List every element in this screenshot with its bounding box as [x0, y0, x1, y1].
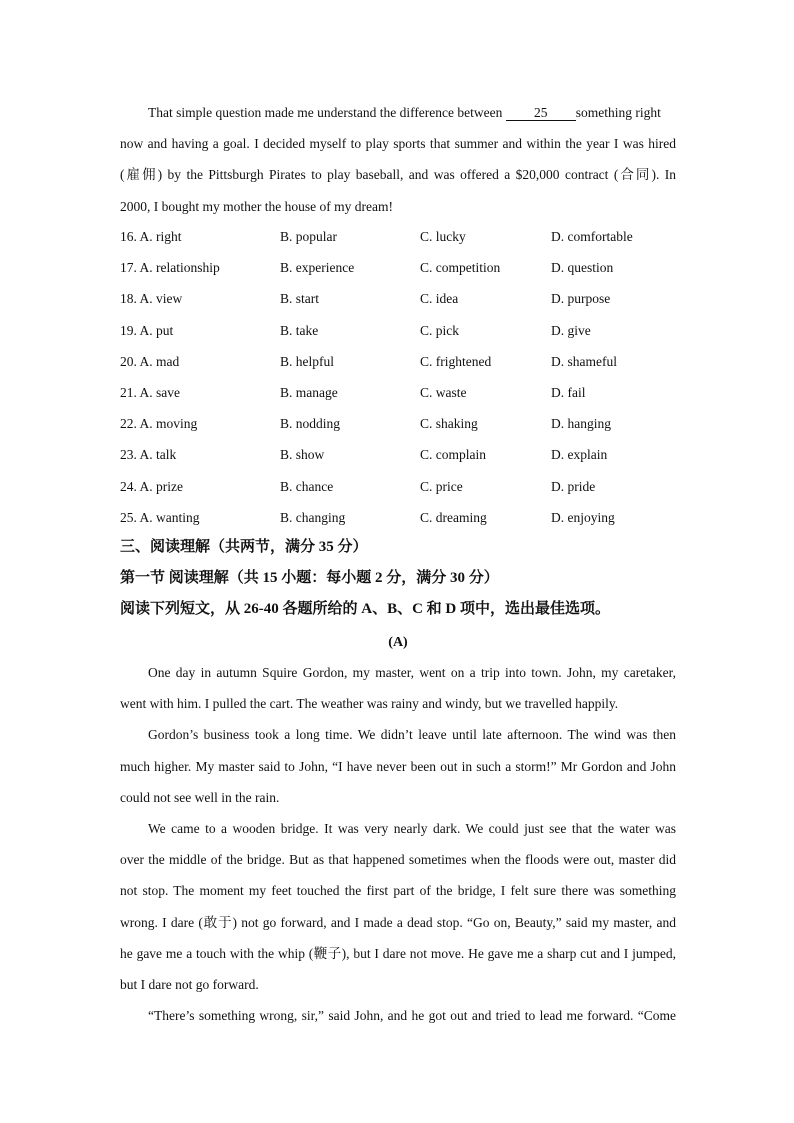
option-row-17 — [120, 252, 676, 283]
option-a: 24. A. prize — [120, 478, 183, 494]
passage-a — [120, 657, 676, 1031]
option-b: B. manage — [280, 384, 338, 400]
passage-line: “There’s something wrong, sir,” said John, and he got out and tried to lead me forward. “Come — [148, 1008, 676, 1024]
option-row-20 — [120, 346, 676, 377]
option-row-22 — [120, 408, 676, 439]
option-d: D. explain — [551, 447, 608, 463]
option-d: D. hanging — [551, 416, 611, 432]
passage-line: wrong. I dare (敢于) not go forward, and I made a dead stop. “Go on, Beauty,” said my master, and — [120, 914, 676, 930]
option-b: B. start — [280, 291, 319, 307]
option-c: C. price — [420, 478, 463, 494]
options-list — [120, 221, 676, 533]
option-a: 20. A. mad — [120, 353, 180, 369]
intro-line-3: (雇佣) by the Pittsburgh Pirates to play baseball, and was offered a $20,000 contract (合同). In — [120, 167, 676, 183]
option-a: 18. A. view — [120, 291, 183, 307]
option-d: D. purpose — [551, 291, 611, 307]
option-c: C. frightened — [420, 353, 492, 369]
option-b: B. experience — [280, 260, 355, 276]
passage-line: much higher. My master said to John, “I have never been out in such a storm!” Mr Gordon and John — [120, 758, 676, 774]
option-b: B. nodding — [280, 416, 341, 432]
option-row-16 — [120, 221, 676, 252]
intro-paragraph — [120, 97, 676, 222]
option-a: 17. A. relationship — [120, 260, 220, 276]
option-b: B. popular — [280, 229, 337, 244]
option-c: C. competition — [420, 260, 501, 276]
option-row-25 — [120, 502, 676, 533]
option-d: D. enjoying — [551, 509, 615, 525]
passage-line: went with him. I pulled the cart. The weather was rainy and windy, but we travelled happily. — [120, 696, 619, 712]
passage-line: Gordon’s business took a long time. We didn’t leave until late afternoon. The wind was then — [148, 727, 676, 743]
option-d: D. comfortable — [551, 229, 633, 244]
passage-line: not stop. The moment my feet touched the first part of the bridge, I felt sure there was something — [120, 883, 676, 899]
section-heading: 三、阅读理解（共两节，满分 35 分） — [120, 539, 368, 555]
option-d: D. fail — [551, 384, 586, 400]
option-a: 25. A. wanting — [120, 509, 200, 525]
option-c: C. dreaming — [420, 509, 487, 525]
option-b: B. take — [280, 322, 319, 338]
intro-line-1: That simple question made me understand the difference between 25 something right — [148, 105, 661, 120]
intro-line-4: 2000, I bought my mother the house of my dream! — [120, 198, 393, 214]
option-row-21 — [120, 377, 676, 408]
option-row-18 — [120, 283, 676, 314]
option-row-23 — [120, 439, 676, 470]
passage-line: but I dare not go forward. — [120, 976, 259, 992]
subsection-heading: 第一节 阅读理解（共 15 小题：每小题 2 分，满分 30 分） — [120, 570, 499, 586]
blank-25: 25 — [506, 106, 576, 121]
option-c: C. complain — [420, 447, 486, 463]
passage-line: could not see well in the rain. — [120, 789, 280, 805]
option-a: 16. A. right — [120, 229, 182, 244]
option-c: C. idea — [420, 291, 459, 307]
option-a: 21. A. save — [120, 384, 180, 400]
option-c: C. shaking — [420, 416, 478, 432]
passage-label: (A) — [388, 635, 408, 650]
option-a: 22. A. moving — [120, 416, 198, 432]
option-c: C. pick — [420, 322, 459, 338]
passage-line: We came to a wooden bridge. It was very nearly dark. We could just see that the water was — [148, 820, 676, 836]
option-d: D. shameful — [551, 353, 617, 369]
option-d: D. pride — [551, 478, 596, 494]
option-c: C. waste — [420, 384, 467, 400]
passage-line: over the middle of the bridge. But as that happened sometimes when the floods were out, master did — [120, 852, 676, 868]
passage-line: he gave me a touch with the whip (鞭子), but I dare not move. He gave me a sharp cut and I jumped, — [120, 945, 676, 961]
option-d: D. give — [551, 322, 591, 338]
passage-line: One day in autumn Squire Gordon, my master, went on a trip into town. John, my caretaker, — [148, 665, 676, 680]
option-row-24 — [120, 471, 676, 502]
instruction-text: 阅读下列短文，从 26-40 各题所给的 A、B、C 和 D 项中，选出最佳选项。 — [120, 601, 611, 617]
option-row-19 — [120, 315, 676, 346]
option-d: D. question — [551, 260, 614, 276]
option-b: B. changing — [280, 509, 346, 525]
option-c: C. lucky — [420, 229, 466, 244]
option-b: B. helpful — [280, 353, 334, 369]
option-b: B. show — [280, 447, 325, 463]
option-b: B. chance — [280, 478, 334, 494]
option-a: 23. A. talk — [120, 447, 177, 463]
intro-line-2: now and having a goal. I decided myself to play sports that summer and within the year I was hired — [120, 136, 676, 152]
option-a: 19. A. put — [120, 322, 174, 338]
